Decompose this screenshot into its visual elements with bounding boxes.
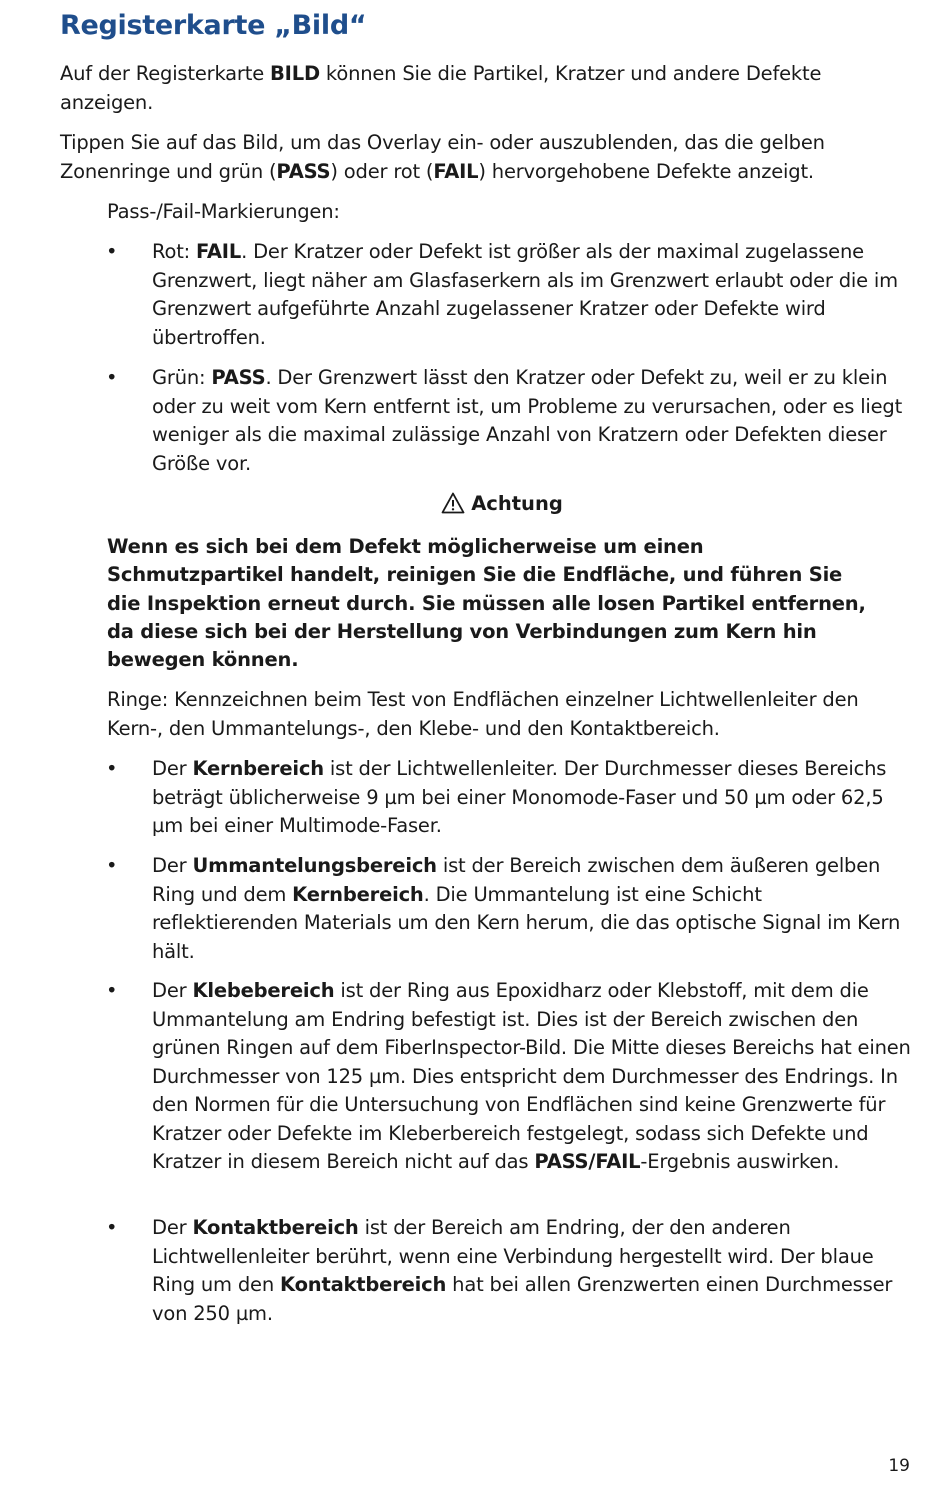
text-run: hat bei allen Grenzwerten einen Durchmesser von 250 µm. (152, 1273, 893, 1325)
page-number: 19 (888, 1456, 910, 1476)
bold-term: Kontaktbereich (280, 1273, 447, 1296)
text-run: ist der Bereich zwischen dem äußeren gelben Ring und dem (152, 854, 881, 906)
bullet-icon: • (106, 757, 118, 780)
text-run: . Die Ummantelung ist eine Schicht reflektierenden Materials um den Kern herum, die das optische Signal im Kern hält. (152, 882, 901, 963)
text-run: -Ergebnis auswirken. (640, 1150, 840, 1173)
text-run: Der (152, 854, 193, 877)
bold-term: PASS (276, 159, 331, 183)
bullet-icon: • (106, 1216, 118, 1239)
text-run: Der (152, 979, 193, 1002)
text-run: können Sie die Partikel, Kratzer und andere Defekte anzeigen. (60, 62, 822, 114)
caution-heading (60, 490, 944, 518)
warning-triangle-icon (441, 492, 465, 514)
caution-title: Achtung (471, 492, 563, 515)
text-run: . Der Grenzwert lässt den Kratzer oder Defekt zu, weil er zu klein oder zu weit vom Kern entfernt ist, um Probleme zu verursachen, oder es liegt weniger als die maximal zulässige Anzahl von Kratzern oder Defekten dieser Größe vor. (152, 366, 903, 475)
markings-label: Pass-/Fail-Markierungen: (107, 200, 340, 223)
text-run: Rot: (152, 240, 197, 263)
bullet-icon: • (106, 979, 118, 1002)
bold-term: FAIL (433, 159, 479, 183)
bold-term: Klebebereich (192, 979, 335, 1002)
list-item-text (152, 1214, 912, 1328)
bold-term: Kernbereich (192, 757, 324, 780)
text-run: Tippen Sie auf das Bild, um das Overlay ein- oder auszublenden, das die gelben Zonenringe und grün ( (60, 131, 825, 183)
list-item-text (152, 238, 912, 352)
text-run: ist der Bereich am Endring, der den anderen Lichtwellenleiter berührt, wenn eine Verbindung hergestellt wird. Der blaue Ring um den (152, 1216, 874, 1296)
bullet-icon: • (106, 366, 118, 389)
list-item-text (152, 977, 912, 1177)
caution-text: Wenn es sich bei dem Defekt möglicherweise um einen Schmutzpartikel handelt, reinigen Sie die Endfläche, und führen Sie die Inspektion erneut durch. Sie müssen alle losen Partikel entfernen, da diese sich bei der Herstellung von Verbindungen zum Kern hin bewegen können. (107, 535, 866, 672)
list-item-text (152, 852, 912, 966)
text-run: Der (152, 1216, 193, 1239)
text-run: . Der Kratzer oder Defekt ist größer als der maximal zugelassene Grenzwert, liegt näher am Glasfaserkern als im Grenzwert erlaubt oder die im Grenzwert aufgeführte Anzahl zugelassener Kratzer oder Defekte wird übertroffen. (152, 240, 898, 349)
bold-term: Kernbereich (292, 882, 424, 906)
list-item-text (152, 364, 912, 478)
text-run: ist der Lichtwellenleiter. Der Durchmesser dieses Bereichs beträgt üblicherweise 9 µm bei einer Monomode-Faser und 50 µm oder 62,5 µm bei einer Multimode-Faser. (152, 757, 887, 837)
list-item-text (152, 755, 912, 841)
bold-term: PASS (211, 366, 266, 389)
text-run: ist der Ring aus Epoxidharz oder Klebstoff, mit dem die Ummantelung am Endring befestigt ist. Dies ist der Bereich zwischen den grünen Ringen auf dem FiberInspector-Bild. Die Mitte dieses Bereichs hat einen Durchmesser von 125 µm. Dies entspricht dem Durchmesser des Endrings. In den Normen für die Untersuchung von Endflächen sind keine Grenzwerte für Kratzer oder Defekte im Kleberbereich festgelegt, sodass sich Defekte und Kratzer in diesem Bereich nicht auf das (152, 979, 911, 1173)
bold-term: BILD (270, 62, 320, 85)
bullet-icon: • (106, 240, 118, 263)
text-run: Grün: (152, 366, 212, 389)
bold-term: Kontaktbereich (192, 1216, 359, 1239)
intro-paragraph-2 (60, 129, 910, 186)
bullet-icon: • (106, 854, 118, 877)
page-title: Registerkarte „Bild“ (60, 10, 367, 41)
text-run: ) hervorgehobene Defekte anzeigt. (478, 159, 814, 183)
bold-term: FAIL (196, 240, 242, 263)
intro-paragraph-1 (60, 60, 910, 117)
bold-term: PASS/FAIL (534, 1150, 641, 1173)
rings-intro: Ringe: Kennzeichnen beim Test von Endflächen einzelner Lichtwellenleiter den Kern-, den Ummantelungs-, den Klebe- und den Kontaktbereich. (107, 688, 859, 740)
text-run: Auf der Registerkarte (60, 62, 270, 85)
bold-term: Ummantelungsbereich (192, 854, 437, 877)
text-run: ) oder rot ( (330, 159, 434, 183)
text-run: Der (152, 757, 193, 780)
